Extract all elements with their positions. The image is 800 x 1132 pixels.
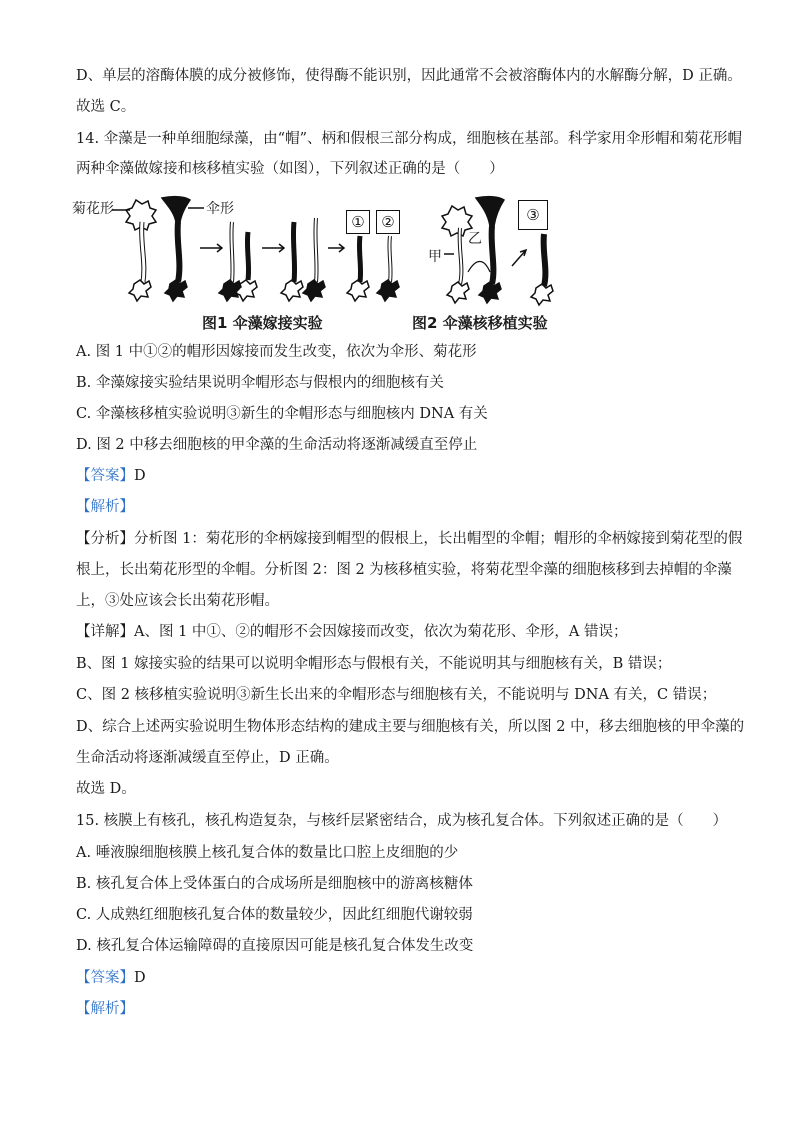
label-chrysanthemum: 菊花形	[72, 201, 114, 217]
question-14-stem: 14. 伞藻是一种单细胞绿藻，由“帽”、柄和假根三部分构成，细胞核在基部。科学家用伞形帽和菊花形帽	[76, 131, 742, 147]
q14-option-a: A. 图 1 中①②的帽形因嫁接而发生改变，依次为伞形、菊花形	[76, 344, 477, 360]
box-label-3: ③	[518, 200, 548, 230]
label-yi: 乙	[468, 231, 482, 247]
q14-option-c: C. 伞藻核移植实验说明③新生的伞帽形态与细胞核内 DNA 有关	[76, 406, 488, 422]
text-line: 故选 C。	[76, 99, 136, 115]
xiangjie-text: A、图 1 中①、②的帽形不会因嫁接而改变，依次为菊花形、伞形，A 错误；	[134, 624, 628, 640]
q15-option-d: D. 核孔复合体运输障碍的直接原因可能是核孔复合体发生改变	[76, 938, 474, 954]
text-line: D、单层的溶酶体膜的成分被修饰，使得酶不能识别，因此通常不会被溶酶体内的水解酶分解，D 正确。	[76, 68, 742, 84]
q15-option-c: C. 人成熟红细胞核孔复合体的数量较少，因此红细胞代谢较弱	[76, 907, 473, 923]
box-label-1: ①	[346, 210, 370, 234]
xiangjie-tag: 【详解】	[76, 624, 134, 640]
q14-fenxi-line: 上，③处应该会长出菊花形帽。	[76, 593, 279, 609]
q14-option-b: B. 伞藻嫁接实验结果说明伞帽形态与假根内的细胞核有关	[76, 375, 444, 391]
fenxi-text: 分析图 1：菊花形的伞柄嫁接到帽型的假根上，长出帽型的伞帽；帽形的伞柄嫁接到菊花型的假	[134, 531, 743, 547]
fenxi-tag: 【分析】	[76, 531, 134, 547]
q14-detail-line: C、图 2 核移植实验说明③新生长出来的伞帽形态与细胞核有关，不能说明与 DNA 有关，C 错误；	[76, 687, 717, 703]
q15-answer	[76, 968, 146, 988]
q14-xiangjie-line	[76, 622, 628, 642]
q14-detail-line: D、综合上述两实验说明生物体形态结构的建成主要与细胞核有关，所以图 2 中，移去细胞核的甲伞藻的	[76, 719, 745, 735]
q14-detail-line: B、图 1 嫁接实验的结果可以说明伞帽形态与假根有关，不能说明其与细胞核有关，B 错误；	[76, 656, 672, 672]
q14-option-d: D. 图 2 中移去细胞核的甲伞藻的生命活动将逐渐减缓直至停止	[76, 437, 478, 453]
q14-fenxi-line: 根上，长出菊花形型的伞帽。分析图 2：图 2 为核移植实验，将菊花型伞藻的细胞核移到去掉帽的伞藻	[76, 562, 732, 578]
answer-value: D	[134, 970, 146, 986]
acetabularia-figure	[72, 192, 592, 334]
figure-2-caption: 图2 伞藻核移植实验	[412, 314, 548, 332]
q15-option-b: B. 核孔复合体上受体蛋白的合成场所是细胞核中的游离核糖体	[76, 876, 473, 892]
q14-analysis-tag: 【解析】	[76, 499, 134, 515]
q14-fenxi-line	[76, 529, 742, 549]
q14-conclusion: 故选 D。	[76, 781, 136, 797]
answer-value: D	[134, 468, 146, 484]
q14-detail-line: 生命活动将逐渐减缓直至停止，D 正确。	[76, 750, 339, 766]
answer-tag: 【答案】	[76, 468, 134, 484]
question-15-stem: 15. 核膜上有核孔，核孔构造复杂，与核纤层紧密结合，成为核孔复合体。下列叙述正确的是（ ）	[76, 813, 728, 829]
q15-analysis-tag: 【解析】	[76, 1001, 134, 1017]
label-umbrella: 伞形	[206, 201, 234, 217]
label-jia: 甲	[428, 249, 442, 265]
q14-answer	[76, 466, 146, 486]
figure-1-caption: 图1 伞藻嫁接实验	[202, 314, 323, 332]
question-14-stem-cont: 两种伞藻做嫁接和核移植实验（如图），下列叙述正确的是（ ）	[76, 161, 504, 177]
answer-tag: 【答案】	[76, 970, 134, 986]
box-label-2: ②	[376, 210, 400, 234]
q15-option-a: A. 唾液腺细胞核膜上核孔复合体的数量比口腔上皮细胞的少	[76, 845, 459, 861]
figure-drawing	[72, 192, 592, 312]
